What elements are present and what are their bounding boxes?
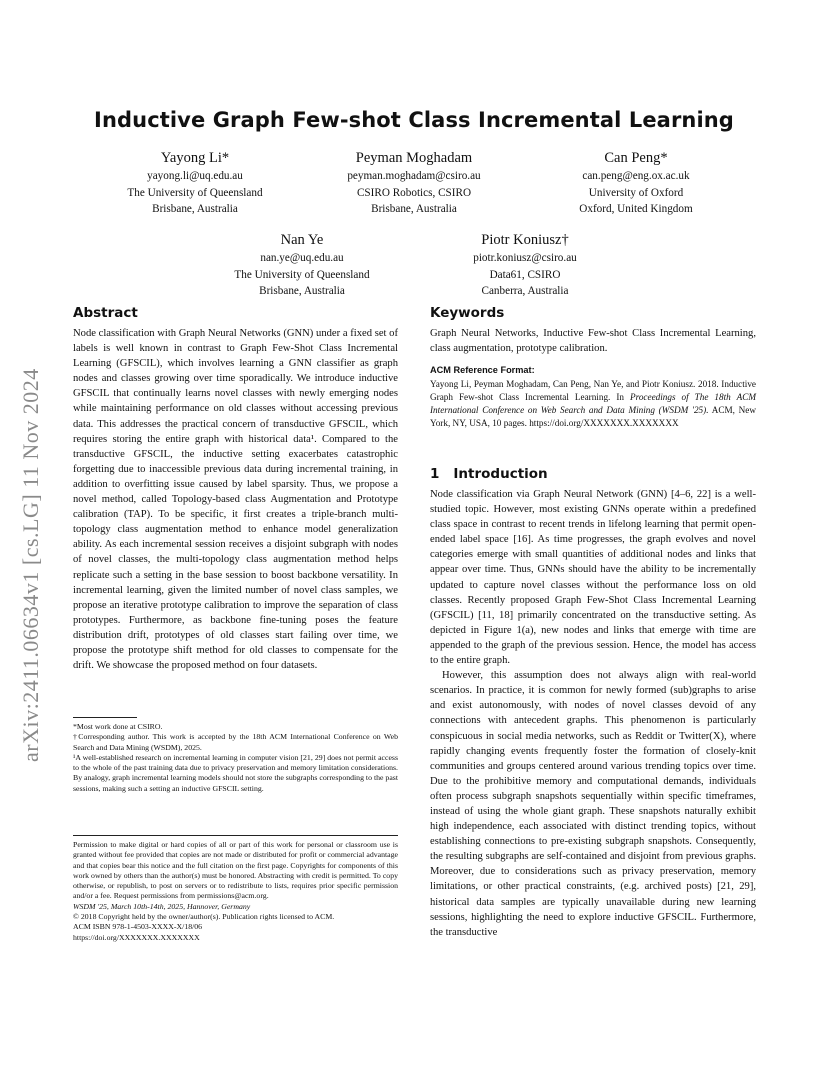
intro-heading — [430, 466, 548, 482]
author-location: Canberra, Australia — [481, 285, 569, 297]
abstract-text — [73, 326, 398, 673]
author-name: Nan Ye — [280, 232, 324, 248]
footnote-divider — [73, 717, 137, 718]
permission-divider — [73, 835, 398, 836]
doi-line: https://doi.org/XXXXXXX.XXXXXXX — [73, 932, 200, 942]
footnote: ¹A well-established research on incremental learning in computer vision [21, 29] does not permit access to the whole of the past training data due to privacy preservation and memory limitation considerations. By analogy, graph incremental learning models should not store the subgraphs corresponding to the past sessions, making such a setting an inductive GFSCIL setting. — [73, 752, 398, 793]
author-email: nan.ye@uq.edu.au — [260, 252, 344, 264]
venue-line: WSDM '25, March 10th-14th, 2025, Hannover, Germany — [73, 901, 251, 911]
author-affiliation: The University of Queensland — [127, 186, 263, 199]
author-block — [425, 230, 625, 300]
abstract-heading: Abstract — [73, 305, 138, 321]
author-block — [314, 148, 514, 218]
acm-reference-heading: ACM Reference Format: — [430, 365, 535, 375]
acm-reference-venue: Proceedings of The 18th ACM International Conference on Web Search and Data Mining (WSDM '25). — [430, 392, 756, 415]
author-email: yayong.li@uq.edu.au — [147, 170, 243, 182]
intro-text — [430, 487, 756, 940]
footnote: †Corresponding author. This work is accepted by the 18th ACM International Conference on Web Search and Data Mining (WSDM), 2025. — [73, 732, 398, 752]
acm-reference-tail: ACM, New York, NY, USA, 10 pages. https://doi.org/XXXXXXX.XXXXXXX — [430, 405, 756, 428]
author-location: Oxford, United Kingdom — [579, 203, 693, 215]
keywords-text: Graph Neural Networks, Inductive Few-shot Class Incremental Learning, class augmentation, prototype calibration. — [430, 328, 756, 355]
isbn-line: ACM ISBN 978-1-4503-XXXX-X/18/06 — [73, 922, 203, 932]
author-block — [202, 230, 402, 300]
author-affiliation: Data61, CSIRO — [489, 268, 561, 281]
author-name: Peyman Moghadam — [355, 150, 473, 166]
author-email: peyman.moghadam@csiro.au — [347, 170, 481, 182]
footnotes — [73, 722, 398, 794]
permission-notice: Permission to make digital or hard copies of all or part of this work for personal or classroom use is granted without fee provided that copies are not made or distributed for profit or commercial advantage and that copies bear this notice and the full citation on the first page. Copyrights for components of this work owned by others than the author(s) must be honored. Abstracting with credit is permitted. To copy otherwise, or republish, to post on servers or to redistribute to lists, requires prior specific permission and/or a fee. Request permissions from permissions@acm.org. — [73, 840, 398, 901]
author-location: Brisbane, Australia — [371, 203, 457, 215]
copyright-line: © 2018 Copyright held by the owner/author(s). Publication rights licensed to ACM. — [73, 912, 335, 922]
author-email: piotr.koniusz@csiro.au — [473, 252, 577, 264]
keywords-heading: Keywords — [430, 305, 505, 321]
author-name: Can Peng* — [604, 150, 668, 166]
paper-title: Inductive Graph Few-shot Class Incremental Learning — [94, 108, 734, 132]
intro-paragraph: Node classification via Graph Neural Network (GNN) [4–6, 22] is a well-studied topic. However, most existing GNNs operate within a predefined class space in contrast to recent trends in lifelong learning that permit open-ended label space [16]. As time progresses, the graph evolves and novel categories emerge with small quantities of additional nodes and links that appear over time. Thus, GNNs should have the ability to be incrementally updated to capture novel classes without the performance loss on old classes. Recently proposed Graph Few-Shot Class Incremental Learning (GFSCIL) [11, 18] primarily concentrated on the transductive setting. As depicted in Figure 1(a), new nodes and links that emerge with time are appended to the graph of the previous session. Hence, the model has access to the entire graph. — [430, 489, 756, 667]
permission-block — [73, 840, 398, 943]
abstract-paragraph: Node classification with Graph Neural Networks (GNN) under a fixed set of labels is well known in contrast to Graph Few-Shot Class Incremental Learning (GFSCIL), which involves learning a GNN classifier as graph nodes and classes growing over time sporadically. We introduce inductive GFSCIL that continually learns novel classes with newly emerging nodes while maintaining performance on old classes without accessing previous data. This addresses the practical concern of transductive GFSCIL, which requires storing the entire graph with historical data¹. Compared to the transductive GFSCIL, the inductive setting exacerbates catastrophic forgetting due to inaccessible previous data during incremental training, in addition to overfitting issue caused by label sparsity. Thus, we propose a novel method, called Topology-based class Augmentation and Prototype calibration (TAP). To be specific, it first creates a triple-branch multi-topology class augmentation method to enhance model generalization ability. As each incremental session receives a disjoint subgraph with nodes of novel classes, the multi-topology class augmentation method helps replicate such a setting in the base session to boost backbone versatility. In incremental learning, given the limited number of novel class samples, we propose an iterative prototype calibration to improve the separation of class prototypes. Furthermore, as backbone fine-tuning poses the feature distribution drift, prototypes of old classes start failing over time, we propose the prototype shift method for old classes to compensate for the drift. We showcase the proposed method on four datasets. — [73, 328, 398, 672]
author-location: Brisbane, Australia — [152, 203, 238, 215]
intro-paragraph: However, this assumption does not always align with real-world scenarios. In practice, it is common for newly formed (sub)graphs to arise and exist autonomously, with nodes of novel classes devoid of any connections with antecedent graphs. This phenomenon is particularly conspicuous in social media networks, such as Reddit or Twitter(X), where rapidly changing events frequently foster the formation of closely-knit communities and groups centered around various trending topics over time. Due to the prohibitive memory and computational demands, individuals often process subgraph snapshots sequentially within specific timeframes, instead of using the whole giant graph. These snapshots naturally exhibit high independence, each associated with distinct trending topics, without establishing connections to pre-existing subgraph snapshots. Consequently, the resulting subgraphs are self-contained and disjoint from previous graphs. Moreover, due to considerations such as privacy preservation, memory limitations, or other practical constraints, (e.g. archived posts) [21, 29], historical data samples are typically unavailable during new learning sessions, highlighting the need to explore inductive GFSCIL. Furthermore, the transductive — [430, 670, 756, 938]
section-number: 1 — [430, 466, 440, 482]
acm-reference-text — [430, 378, 756, 430]
author-affiliation: CSIRO Robotics, CSIRO — [356, 186, 472, 199]
section-title: Introduction — [453, 466, 548, 482]
author-location: Brisbane, Australia — [259, 285, 345, 297]
author-block — [536, 148, 736, 218]
author-block — [95, 148, 295, 218]
author-affiliation: The University of Queensland — [234, 268, 370, 281]
author-name: Piotr Koniusz† — [481, 232, 569, 248]
arxiv-identifier: arXiv:2411.06634v1 [cs.LG] 11 Nov 2024 — [18, 368, 43, 762]
acm-reference-authors: Yayong Li, Peyman Moghadam, Can Peng, Nan Ye, and Piotr Koniusz. 2018. Inductive Graph Few-shot Class Incremental Learning. In — [430, 379, 756, 402]
author-affiliation: University of Oxford — [588, 186, 684, 199]
author-email: can.peng@eng.ox.ac.uk — [582, 170, 690, 182]
footnote: *Most work done at CSIRO. — [73, 722, 163, 731]
author-name: Yayong Li* — [160, 150, 230, 166]
